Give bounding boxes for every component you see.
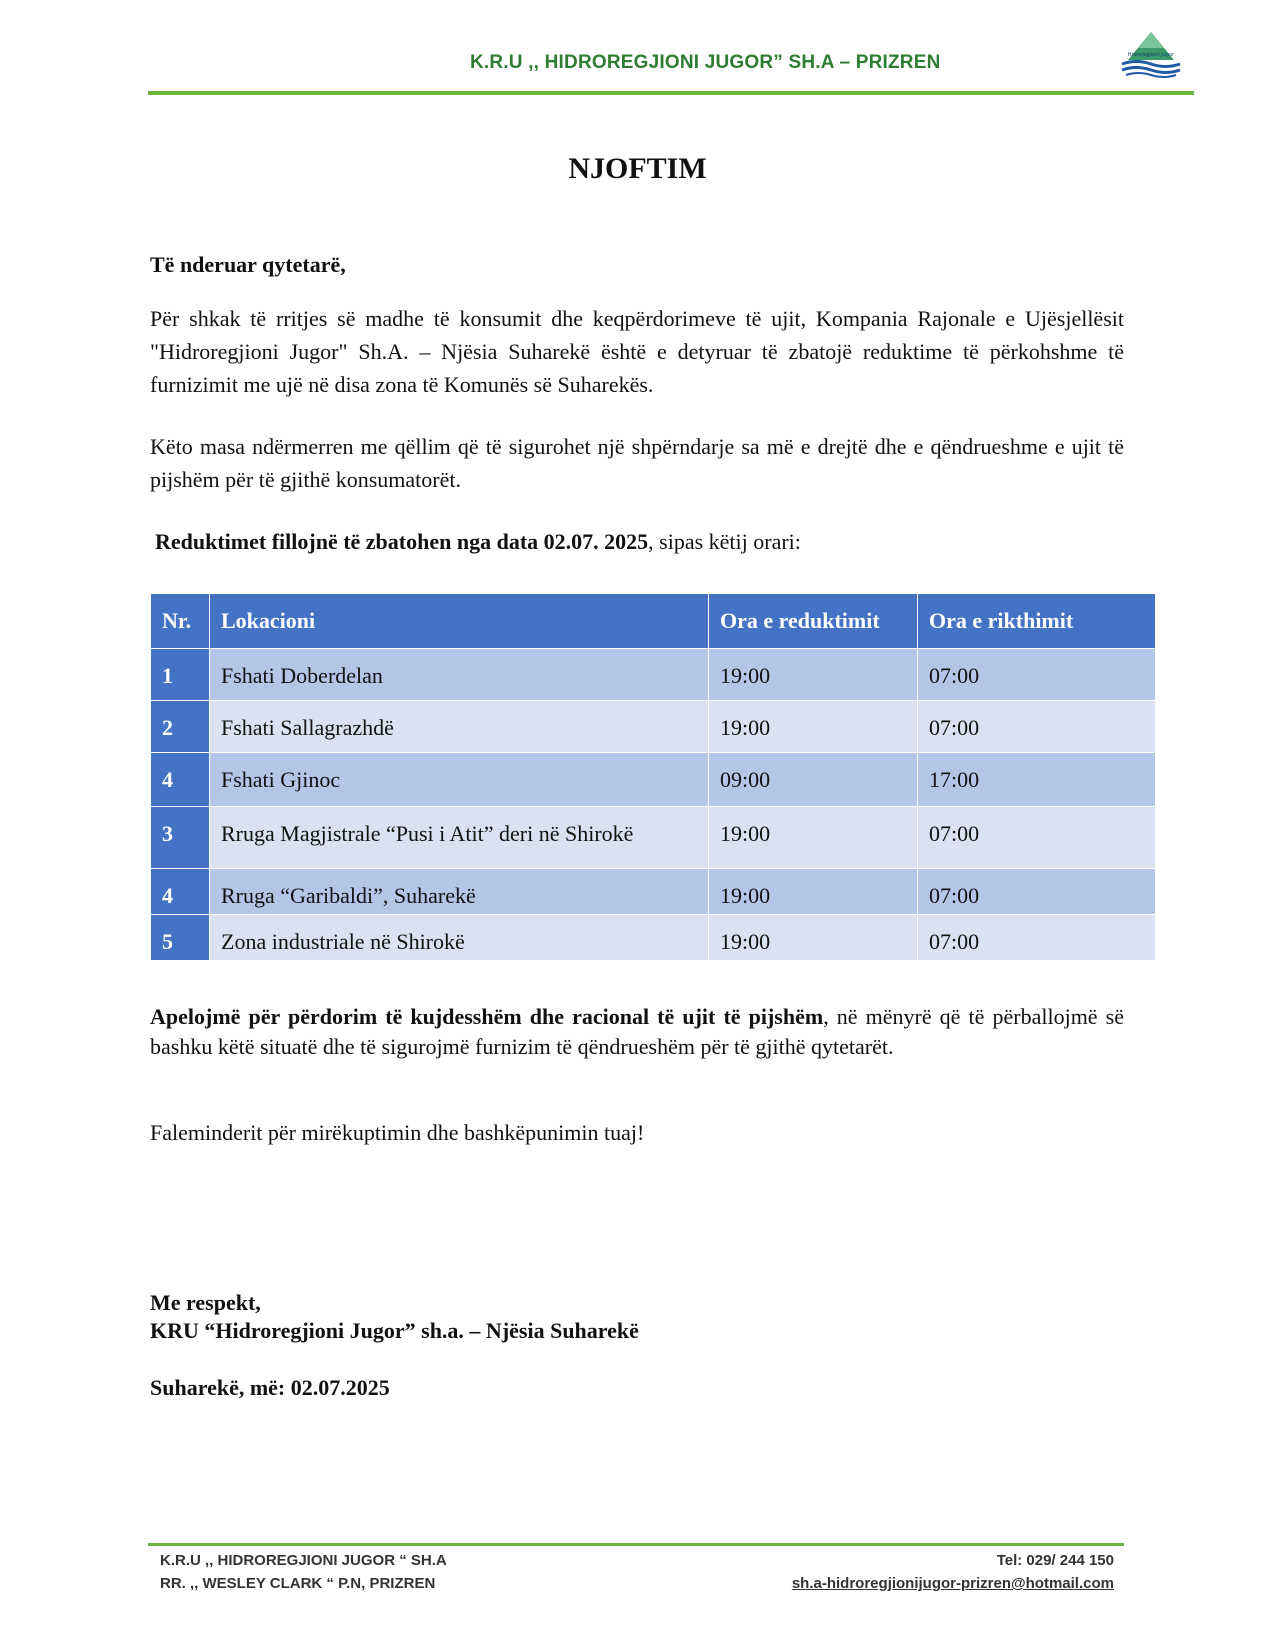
row-reduction-time: 19:00 <box>709 915 918 961</box>
row-location: Fshati Doberdelan <box>210 649 709 701</box>
logo-text: Hidroregjioni Jugor <box>1127 52 1175 58</box>
start-date-bold: Reduktimet fillojnë të zbatohen nga data 02.07. 2025 <box>155 529 649 554</box>
footer-address: RR. ,, WESLEY CLARK “ P.N, PRIZREN <box>160 1575 436 1592</box>
reduction-schedule-table <box>150 593 1156 961</box>
header-restore-time: Ora e rikthimit <box>918 594 1156 649</box>
header-location: Lokacioni <box>210 594 709 649</box>
table-row <box>151 649 1156 701</box>
footer-divider <box>148 1543 1124 1546</box>
start-date-rest: , sipas këtij orari: <box>648 529 801 554</box>
footer-company: K.R.U ,, HIDROREGJIONI JUGOR “ SH.A <box>160 1552 447 1569</box>
paragraph-start-date <box>155 525 1129 558</box>
header-nr: Nr. <box>151 594 210 649</box>
closing: Me respekt, <box>150 1290 261 1315</box>
row-nr: 1 <box>151 649 210 701</box>
row-location: Fshati Sallagrazhdë <box>210 701 709 753</box>
row-restore-time: 07:00 <box>918 649 1156 701</box>
header-title: K.R.U ,, HIDROREGJIONI JUGOR” SH.A – PRIZREN <box>470 52 941 73</box>
paragraph-appeal <box>150 1002 1124 1062</box>
footer-email-link[interactable]: sh.a-hidroregjionijugor-prizren@hotmail.com <box>791 1575 1114 1592</box>
row-nr: 4 <box>151 869 210 915</box>
appeal-bold: Apelojmë për përdorim të kujdesshëm dhe racional të ujit të pijshëm <box>150 1004 824 1029</box>
row-location: Rruga “Garibaldi”, Suharekë <box>210 869 709 915</box>
document-title: NJOFTIM <box>568 152 707 185</box>
row-restore-time: 07:00 <box>918 915 1156 961</box>
paragraph-intro: Për shkak të rritjes së madhe të konsumit dhe keqpërdorimeve të ujit, Kompania Rajonale e Ujësjellësit "Hidroregjioni Jugor" Sh.A. – Njësia Suharekë është e detyruar të zbatojë reduktime të përkohshme të furnizimit me ujë në disa zona të Komunës së Suharekës. <box>150 306 1124 397</box>
salutation: Të nderuar qytetarë, <box>150 252 346 277</box>
place-date: Suharekë, më: 02.07.2025 <box>150 1375 390 1400</box>
table-header-row <box>151 594 1156 649</box>
table-row <box>151 915 1156 961</box>
row-reduction-time: 09:00 <box>709 753 918 807</box>
row-location: Rruga Magjistrale “Pusi i Atit” deri në Shirokë <box>210 807 709 869</box>
table-row <box>151 807 1156 869</box>
table-row <box>151 753 1156 807</box>
table-row <box>151 701 1156 753</box>
row-reduction-time: 19:00 <box>709 869 918 915</box>
signature: KRU “Hidroregjioni Jugor” sh.a. – Njësia Suharekë <box>150 1318 639 1343</box>
appeal-rest: , në mënyrë që të përballojmë së bashku këtë situatë dhe të sigurojmë furnizim të qëndrueshëm për të gjithë qytetarët. <box>150 1004 1124 1059</box>
row-nr: 5 <box>151 915 210 961</box>
row-nr: 4 <box>151 753 210 807</box>
row-nr: 3 <box>151 807 210 869</box>
row-location: Fshati Gjinoc <box>210 753 709 807</box>
footer-phone: Tel: 029/ 244 150 <box>996 1552 1114 1569</box>
row-restore-time: 07:00 <box>918 869 1156 915</box>
row-nr: 2 <box>151 701 210 753</box>
row-restore-time: 07:00 <box>918 701 1156 753</box>
header-reduction-time: Ora e reduktimit <box>709 594 918 649</box>
header-divider <box>148 91 1194 95</box>
row-location: Zona industriale në Shirokë <box>210 915 709 961</box>
paragraph-purpose: Këto masa ndërmerren me qëllim që të sigurohet një shpërndarje sa më e drejtë dhe e qëndrueshme e ujit të pijshëm për të gjithë konsumatorët. <box>150 434 1124 492</box>
row-restore-time: 07:00 <box>918 807 1156 869</box>
company-logo-icon <box>1118 30 1184 78</box>
row-reduction-time: 19:00 <box>709 701 918 753</box>
row-reduction-time: 19:00 <box>709 649 918 701</box>
table-row <box>151 869 1156 915</box>
row-reduction-time: 19:00 <box>709 807 918 869</box>
paragraph-thanks: Faleminderit për mirëkuptimin dhe bashkëpunimin tuaj! <box>150 1120 645 1145</box>
row-restore-time: 17:00 <box>918 753 1156 807</box>
